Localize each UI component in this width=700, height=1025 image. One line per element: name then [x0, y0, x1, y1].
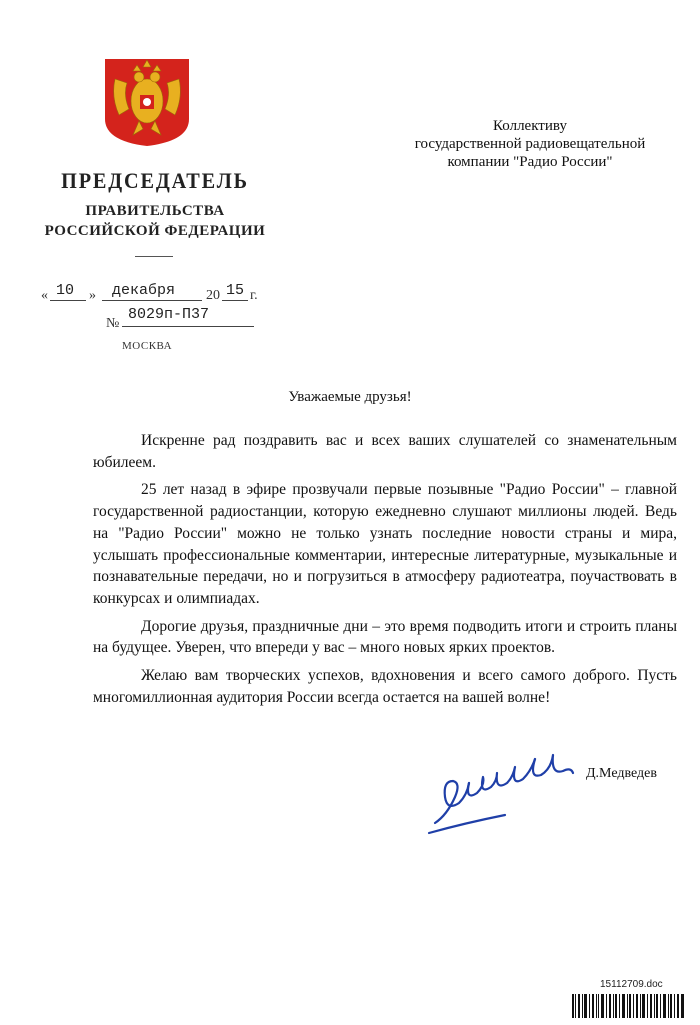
doc-number-underline: [122, 326, 254, 327]
date-year-prefix: 20: [206, 288, 220, 303]
header-divider: [135, 256, 173, 257]
date-close-quote: »: [89, 288, 96, 303]
doc-number-value: 8029п-П37: [128, 306, 210, 323]
letter-body: [93, 430, 677, 714]
paragraph: Искренне рад поздравить вас и всех ваших слушателей со знаменательным юбилеем.: [93, 432, 677, 471]
date-day: 10: [56, 282, 75, 299]
date-day-underline: [50, 300, 86, 301]
greeting: Уважаемые друзья!: [288, 389, 412, 405]
recipient-line1: Коллективу: [493, 118, 567, 134]
recipient-line3: компании "Радио России": [447, 154, 613, 170]
date-month: декабря: [112, 282, 176, 299]
sender-title-line3: РОССИЙСКОЙ ФЕДЕРАЦИИ: [44, 223, 266, 239]
sender-title-line2: ПРАВИТЕЛЬСТВА: [85, 203, 225, 219]
date-year-underline: [222, 300, 248, 301]
date-month-underline: [102, 300, 202, 301]
barcode: [572, 994, 684, 1018]
recipient-line2: государственной радиовещательной: [414, 136, 646, 152]
date-year-mark: г.: [250, 288, 258, 303]
paragraph: 25 лет назад в эфире прозвучали первые позывные "Радио России" – главной государственной радиостанции, которую ежедневно слушают миллионы людей. Ведь на "Радио России" можно не только узнать последние новости страны и мира, услышать профессиональные комментарии, интересные литературные, музыкальные и познавательные передачи, но и погрузиться в атмосферу радиотеатра, поучаствовать в конкурсах и олимпиадах.: [93, 481, 677, 607]
doc-number-label: №: [106, 316, 120, 331]
handwritten-signature: [425, 745, 575, 835]
date-year-suffix: 15: [226, 282, 245, 299]
coat-of-arms-emblem: [103, 57, 191, 147]
recipient-block: [400, 117, 660, 171]
paragraph: Желаю вам творческих успехов, вдохновения и всего самого доброго. Пусть многомиллионная аудитория России всегда остается на вашей волне!: [93, 667, 677, 706]
sender-title: ПРЕДСЕДАТЕЛЬ: [61, 168, 249, 193]
doc-file-id: 15112709.doc: [600, 979, 663, 990]
date-open-quote: «: [41, 288, 48, 303]
signer-name: Д.Медведев: [586, 766, 657, 781]
city: МОСКВА: [122, 340, 173, 352]
paragraph: Дорогие друзья, праздничные дни – это время подводить итоги и строить планы на будущее. Уверен, что впереди у вас – много новых ярких проектов.: [93, 617, 677, 657]
